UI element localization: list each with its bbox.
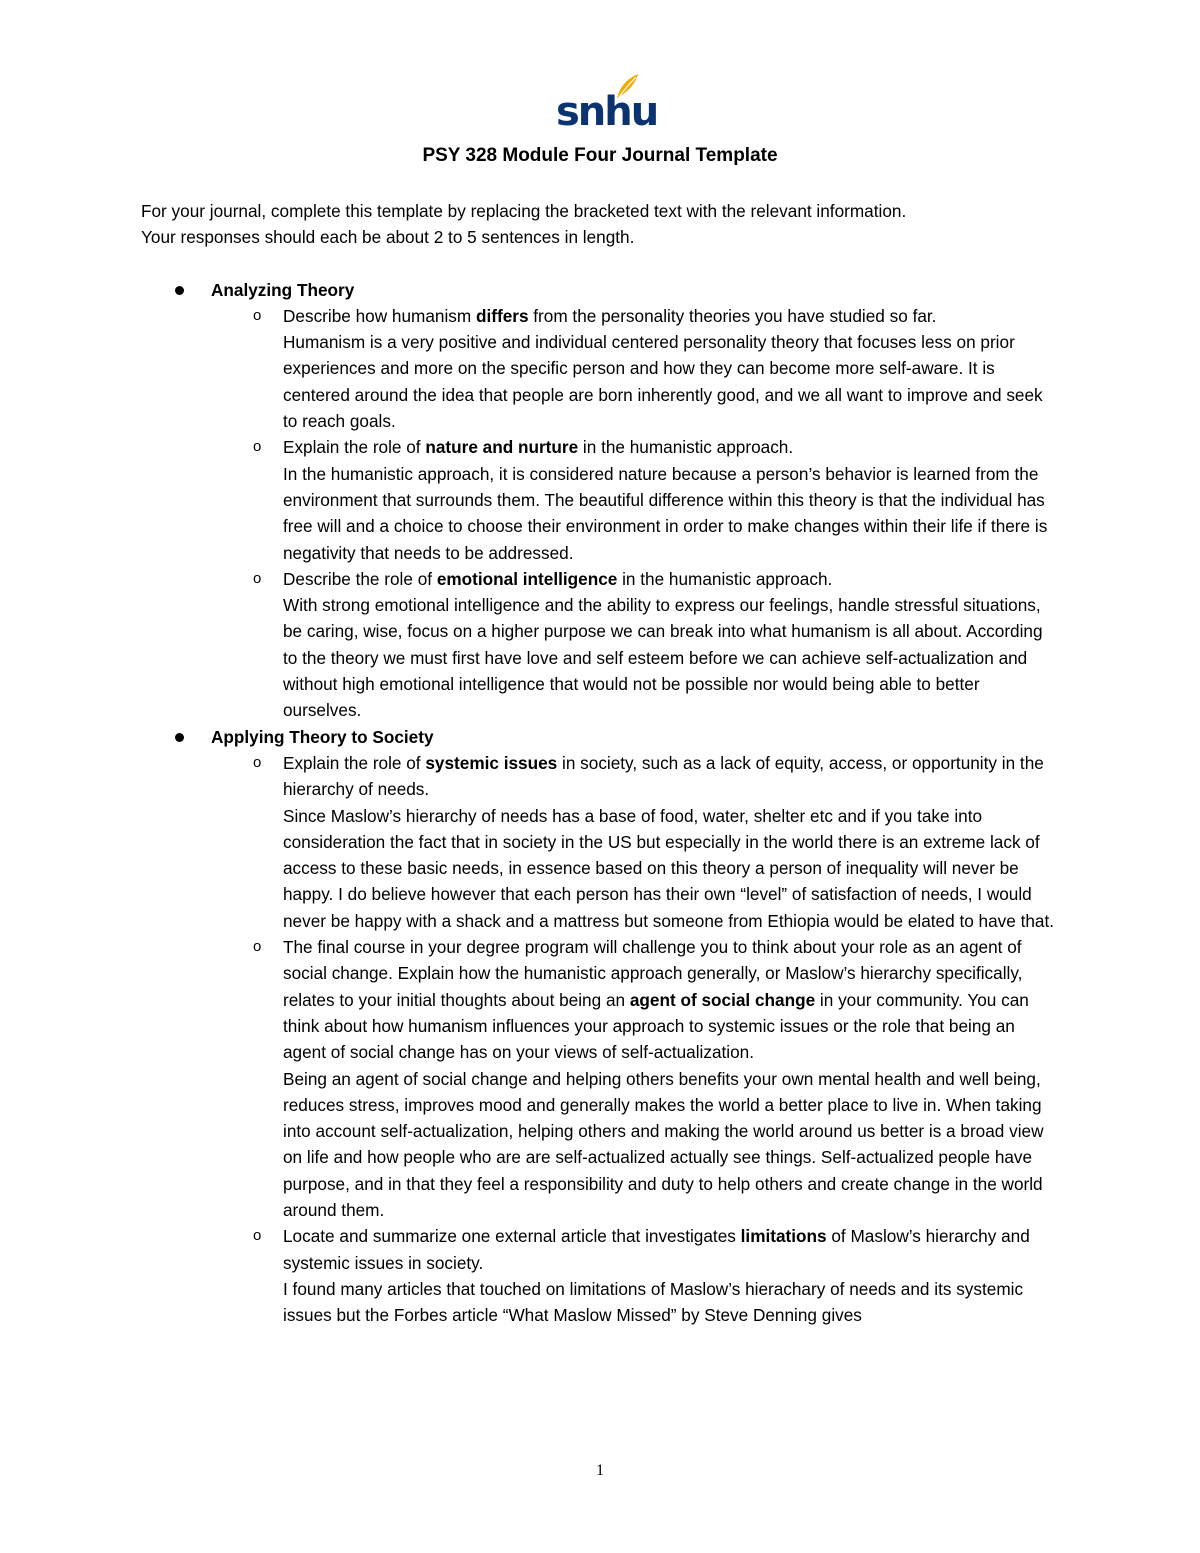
section-title: Analyzing Theory [211, 279, 355, 300]
response: With strong emotional intelligence and the ability to express our feelings, handle stressful situations, be caring, wise, focus on a higher purpose we can break into what humanism is all about. According to the theory we must first have love and self esteem before we can achieve self-actualization and without high emotional intelligence that would not be possible nor would being able to better ourselves. [283, 595, 1043, 721]
prompt: The final course in your degree program will challenge you to think about your role as an agent of social change. Explain how the humanistic approach generally, or Maslow’s hierarchy specifically, relates to your initial thoughts about being an agent of social change in your community. You can think about how humanism influences your approach to systemic issues or the role that being an agent of social change has on your views of self-actualization. [283, 937, 1029, 1063]
logo-wordmark: snhu [556, 89, 658, 135]
section-title: Applying Theory to Society [211, 726, 434, 747]
section-analyzing-theory [141, 277, 1061, 724]
list-item [211, 303, 1061, 434]
document-body [141, 198, 1061, 1328]
response: In the humanistic approach, it is considered nature because a person’s behavior is learned from the environment that surrounds them. The beautiful difference within this theory is that the individual has free will and a choice to choose their environment in order to make changes within their life if there is negativity that needs to be addressed. [283, 463, 1048, 563]
prompt: Locate and summarize one external article that investigates limitations of Maslow’s hierarchy and systemic issues in society. [283, 1226, 1030, 1273]
snhu-logo [556, 72, 658, 135]
list-item [211, 750, 1061, 934]
list-item [211, 566, 1061, 724]
section-applying-theory [141, 724, 1061, 1329]
response: Humanism is a very positive and individual centered personality theory that focuses less on prior experiences and more on the specific person and how they can become more self-aware. It is centered around the idea that people are born inherently good, and we all want to improve and seek to reach goals. [283, 332, 1043, 432]
circle-marker-icon: o [253, 438, 262, 456]
response: I found many articles that touched on limitations of Maslow’s hierachary of needs and its systemic issues but the Forbes article “What Maslow Missed” by Steve Denning gives [283, 1278, 1024, 1326]
page-title: PSY 328 Module Four Journal Template [422, 145, 778, 166]
page-number: 1 [596, 1462, 604, 1479]
bullet-icon [175, 733, 184, 742]
prompt: Explain the role of systemic issues in society, such as a lack of equity, access, or opportunity in the hierarchy of needs. [283, 752, 1044, 800]
intro [141, 198, 1061, 251]
prompt: Explain the role of nature and nurture in the humanistic approach. [283, 437, 794, 458]
circle-marker-icon: o [253, 938, 262, 956]
response: Being an agent of social change and helping others benefits your own mental health and well being, reduces stress, improves mood and generally makes the world a better place to live in. When taking into account self-actualization, helping others and making the world around us better is a broad view on life and how people who are are self-actualized actually see things. Self-actualized people have purpose, and in that they feel a responsibility and duty to help others and create change in the world around them. [283, 1068, 1044, 1220]
list-item [211, 1223, 1061, 1328]
circle-marker-icon: o [253, 1227, 262, 1245]
prompt: Describe the role of emotional intelligence in the humanistic approach. [283, 568, 833, 589]
circle-marker-icon: o [253, 753, 262, 771]
circle-marker-icon: o [253, 569, 262, 587]
response: Since Maslow’s hierarchy of needs has a base of food, water, shelter etc and if you take into consideration the fact that in society in the US but especially in the world there is an extreme lack of access to these basic needs, in essence based on this theory a person of inequality will never be happy. I do believe however that each person has their own “level” of satisfaction of needs, I would never be happy with a shack and a mattress but someone from Ethiopia would be elated to have that. [283, 805, 1055, 931]
prompt: Describe how humanism differs from the personality theories you have studied so far. [283, 305, 937, 326]
circle-marker-icon: o [253, 306, 262, 324]
list-item [211, 434, 1061, 565]
intro-line: For your journal, complete this template by replacing the bracketed text with the relevant information. [141, 201, 907, 221]
intro-line: Your responses should each be about 2 to 5 sentences in length. [141, 227, 635, 248]
bullet-icon [175, 286, 184, 295]
list-item [211, 934, 1061, 1223]
